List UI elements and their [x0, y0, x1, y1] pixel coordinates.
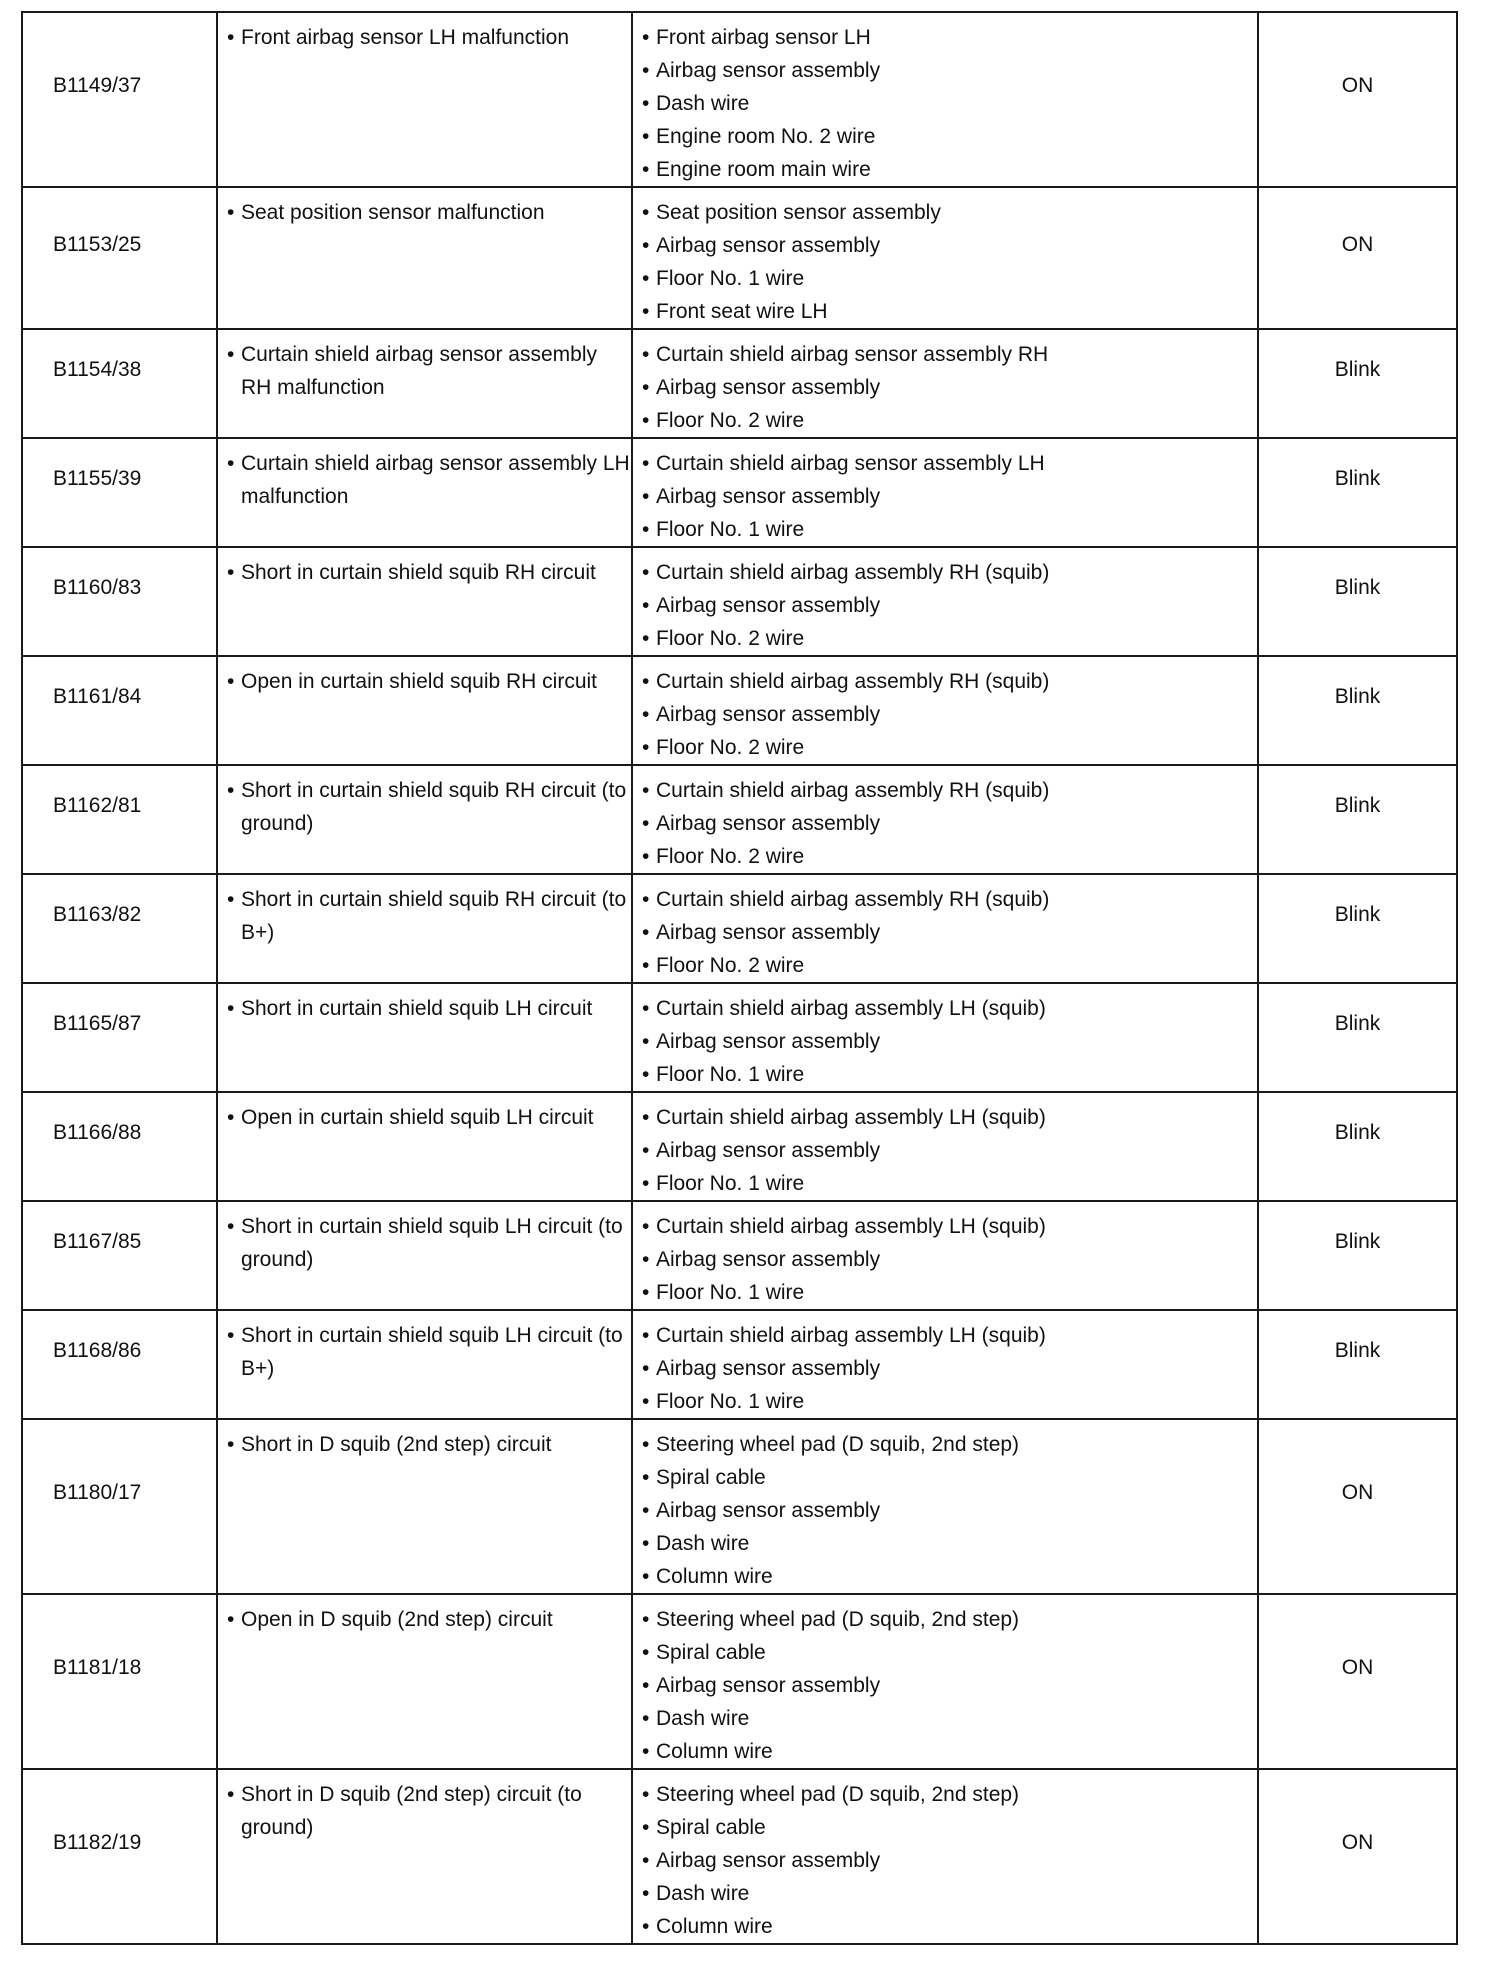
dtc-code-cell	[22, 1769, 217, 1944]
dtc-code: B1155/39	[53, 467, 142, 490]
trouble-area-item: • Spiral cable	[642, 1636, 1257, 1669]
trouble-area-item: • Curtain shield airbag assembly RH (squib)	[642, 774, 1257, 807]
detection-item-cell	[217, 1201, 632, 1310]
detection-item: • Curtain shield airbag sensor assembly RH malfunction	[227, 338, 631, 404]
detection-item-cell	[217, 656, 632, 765]
trouble-area-list	[642, 665, 1257, 764]
detection-item: • Open in D squib (2nd step) circuit	[227, 1603, 631, 1636]
trouble-area-list	[642, 1101, 1257, 1200]
table-row	[22, 1419, 1457, 1594]
dtc-code-cell	[22, 656, 217, 765]
trouble-area-item: • Floor No. 1 wire	[642, 1058, 1257, 1091]
trouble-area-item: • Floor No. 2 wire	[642, 404, 1257, 437]
trouble-area-list	[642, 883, 1257, 982]
trouble-area-item: • Curtain shield airbag assembly RH (squib)	[642, 556, 1257, 589]
table-row	[22, 187, 1457, 329]
warning-light-cell	[1258, 547, 1457, 656]
detection-item: • Short in curtain shield squib LH circuit (to ground)	[227, 1210, 631, 1276]
dtc-code-cell	[22, 1092, 217, 1201]
warning-light-status: Blink	[1334, 1121, 1381, 1144]
trouble-area-item: • Floor No. 2 wire	[642, 622, 1257, 655]
trouble-area-item: • Airbag sensor assembly	[642, 807, 1257, 840]
dtc-code-cell	[22, 329, 217, 438]
dtc-code-cell	[22, 438, 217, 547]
detection-item-cell	[217, 12, 632, 187]
trouble-area-list	[642, 992, 1257, 1091]
dtc-code: B1167/85	[53, 1230, 142, 1253]
dtc-code: B1160/83	[53, 576, 142, 599]
trouble-area-item: • Engine room No. 2 wire	[642, 120, 1257, 153]
dtc-code: B1154/38	[53, 358, 142, 381]
trouble-area-item: • Curtain shield airbag assembly RH (squib)	[642, 665, 1257, 698]
dtc-code: B1162/81	[53, 794, 142, 817]
trouble-area-cell	[632, 329, 1258, 438]
trouble-area-item: • Curtain shield airbag assembly RH (squib)	[642, 883, 1257, 916]
trouble-area-item: • Front airbag sensor LH	[642, 21, 1257, 54]
warning-light-status: ON	[1341, 74, 1374, 97]
trouble-area-list	[642, 196, 1257, 328]
trouble-area-list	[642, 1778, 1257, 1943]
dtc-code-cell	[22, 1419, 217, 1594]
warning-light-cell	[1258, 765, 1457, 874]
trouble-area-item: • Floor No. 1 wire	[642, 513, 1257, 546]
dtc-code: B1163/82	[53, 903, 142, 926]
warning-light-status: Blink	[1334, 576, 1381, 599]
detection-item: • Short in curtain shield squib LH circuit	[227, 992, 631, 1025]
trouble-area-item: • Curtain shield airbag assembly LH (squib)	[642, 1101, 1257, 1134]
detection-item: • Front airbag sensor LH malfunction	[227, 21, 631, 54]
trouble-area-item: • Curtain shield airbag assembly LH (squib)	[642, 1210, 1257, 1243]
dtc-code: B1181/18	[53, 1656, 142, 1679]
detection-item-cell	[217, 1594, 632, 1769]
trouble-area-cell	[632, 765, 1258, 874]
warning-light-cell	[1258, 1310, 1457, 1419]
trouble-area-item: • Curtain shield airbag sensor assembly LH	[642, 447, 1257, 480]
warning-light-cell	[1258, 874, 1457, 983]
warning-light-cell	[1258, 1092, 1457, 1201]
detection-item: • Curtain shield airbag sensor assembly LH malfunction	[227, 447, 631, 513]
detection-item-cell	[217, 187, 632, 329]
dtc-code-cell	[22, 983, 217, 1092]
detection-item-cell	[217, 329, 632, 438]
detection-item-cell	[217, 765, 632, 874]
detection-item-cell	[217, 983, 632, 1092]
dtc-code: B1182/19	[53, 1831, 142, 1854]
trouble-area-item: • Spiral cable	[642, 1461, 1257, 1494]
trouble-area-item: • Front seat wire LH	[642, 295, 1257, 328]
warning-light-cell	[1258, 1201, 1457, 1310]
trouble-area-item: • Seat position sensor assembly	[642, 196, 1257, 229]
trouble-area-list	[642, 21, 1257, 186]
trouble-area-cell	[632, 187, 1258, 329]
warning-light-status: ON	[1341, 1481, 1374, 1504]
trouble-area-item: • Airbag sensor assembly	[642, 698, 1257, 731]
dtc-code-cell	[22, 765, 217, 874]
dtc-table	[21, 11, 1458, 1945]
warning-light-status: ON	[1341, 1831, 1374, 1854]
table-row	[22, 765, 1457, 874]
warning-light-status: Blink	[1334, 358, 1381, 381]
trouble-area-item: • Airbag sensor assembly	[642, 229, 1257, 262]
trouble-area-list	[642, 447, 1257, 546]
warning-light-status: Blink	[1334, 1012, 1381, 1035]
warning-light-cell	[1258, 12, 1457, 187]
dtc-code: B1166/88	[53, 1121, 142, 1144]
dtc-table-body	[22, 12, 1457, 1944]
trouble-area-item: • Airbag sensor assembly	[642, 1243, 1257, 1276]
trouble-area-item: • Dash wire	[642, 1702, 1257, 1735]
trouble-area-list	[642, 774, 1257, 873]
detection-item-cell	[217, 1310, 632, 1419]
trouble-area-cell	[632, 874, 1258, 983]
trouble-area-item: • Floor No. 1 wire	[642, 1276, 1257, 1309]
trouble-area-item: • Airbag sensor assembly	[642, 1494, 1257, 1527]
dtc-code-cell	[22, 547, 217, 656]
trouble-area-cell	[632, 12, 1258, 187]
trouble-area-item: • Airbag sensor assembly	[642, 1844, 1257, 1877]
warning-light-status: ON	[1341, 1656, 1374, 1679]
trouble-area-item: • Floor No. 2 wire	[642, 840, 1257, 873]
table-row	[22, 656, 1457, 765]
trouble-area-item: • Dash wire	[642, 87, 1257, 120]
trouble-area-list	[642, 1319, 1257, 1418]
dtc-code-cell	[22, 1201, 217, 1310]
table-row	[22, 12, 1457, 187]
dtc-code-cell	[22, 12, 217, 187]
trouble-area-item: • Airbag sensor assembly	[642, 916, 1257, 949]
trouble-area-item: • Dash wire	[642, 1877, 1257, 1910]
warning-light-cell	[1258, 983, 1457, 1092]
detection-item: • Short in curtain shield squib RH circuit	[227, 556, 631, 589]
trouble-area-item: • Column wire	[642, 1910, 1257, 1943]
trouble-area-item: • Airbag sensor assembly	[642, 54, 1257, 87]
table-row	[22, 438, 1457, 547]
trouble-area-item: • Dash wire	[642, 1527, 1257, 1560]
trouble-area-item: • Airbag sensor assembly	[642, 1134, 1257, 1167]
table-row	[22, 1769, 1457, 1944]
detection-item: • Open in curtain shield squib LH circuit	[227, 1101, 631, 1134]
trouble-area-cell	[632, 983, 1258, 1092]
detection-item-cell	[217, 1419, 632, 1594]
warning-light-cell	[1258, 438, 1457, 547]
detection-item-cell	[217, 874, 632, 983]
warning-light-cell	[1258, 1594, 1457, 1769]
detection-item: • Short in curtain shield squib RH circuit (to B+)	[227, 883, 631, 949]
warning-light-cell	[1258, 187, 1457, 329]
warning-light-status: Blink	[1334, 903, 1381, 926]
table-row	[22, 1092, 1457, 1201]
detection-item: • Short in D squib (2nd step) circuit	[227, 1428, 631, 1461]
trouble-area-cell	[632, 1419, 1258, 1594]
warning-light-status: Blink	[1334, 794, 1381, 817]
detection-item-cell	[217, 438, 632, 547]
detection-item-cell	[217, 547, 632, 656]
trouble-area-item: • Floor No. 2 wire	[642, 731, 1257, 764]
dtc-code-cell	[22, 1594, 217, 1769]
trouble-area-item: • Airbag sensor assembly	[642, 589, 1257, 622]
warning-light-cell	[1258, 1769, 1457, 1944]
table-row	[22, 329, 1457, 438]
trouble-area-cell	[632, 547, 1258, 656]
warning-light-cell	[1258, 656, 1457, 765]
trouble-area-item: • Steering wheel pad (D squib, 2nd step)	[642, 1603, 1257, 1636]
dtc-code: B1149/37	[53, 74, 142, 97]
trouble-area-list	[642, 556, 1257, 655]
dtc-code: B1180/17	[53, 1481, 142, 1504]
trouble-area-item: • Airbag sensor assembly	[642, 1352, 1257, 1385]
trouble-area-item: • Airbag sensor assembly	[642, 371, 1257, 404]
warning-light-status: Blink	[1334, 1339, 1381, 1362]
dtc-code: B1168/86	[53, 1339, 142, 1362]
trouble-area-cell	[632, 1310, 1258, 1419]
trouble-area-item: • Column wire	[642, 1560, 1257, 1593]
trouble-area-item: • Curtain shield airbag sensor assembly RH	[642, 338, 1257, 371]
dtc-code: B1153/25	[53, 232, 142, 256]
trouble-area-list	[642, 1210, 1257, 1309]
trouble-area-list	[642, 1428, 1257, 1593]
warning-light-status: Blink	[1334, 1230, 1381, 1253]
trouble-area-cell	[632, 1594, 1258, 1769]
trouble-area-item: • Curtain shield airbag assembly LH (squib)	[642, 1319, 1257, 1352]
warning-light-status: ON	[1341, 232, 1374, 256]
trouble-area-cell	[632, 1092, 1258, 1201]
dtc-code-cell	[22, 187, 217, 329]
trouble-area-item: • Floor No. 1 wire	[642, 1167, 1257, 1200]
table-row	[22, 547, 1457, 656]
table-row	[22, 1201, 1457, 1310]
trouble-area-item: • Airbag sensor assembly	[642, 480, 1257, 513]
trouble-area-item: • Airbag sensor assembly	[642, 1025, 1257, 1058]
detection-item-cell	[217, 1092, 632, 1201]
table-row	[22, 983, 1457, 1092]
trouble-area-item: • Floor No. 1 wire	[642, 262, 1257, 295]
detection-item: • Short in D squib (2nd step) circuit (to ground)	[227, 1778, 631, 1844]
trouble-area-list	[642, 338, 1257, 437]
dtc-code: B1161/84	[53, 685, 142, 708]
warning-light-status: Blink	[1334, 685, 1381, 708]
trouble-area-cell	[632, 1769, 1258, 1944]
trouble-area-item: • Engine room main wire	[642, 153, 1257, 186]
dtc-code-cell	[22, 874, 217, 983]
detection-item: • Seat position sensor malfunction	[227, 196, 631, 229]
trouble-area-item: • Steering wheel pad (D squib, 2nd step)	[642, 1428, 1257, 1461]
table-row	[22, 1310, 1457, 1419]
warning-light-cell	[1258, 329, 1457, 438]
table-row	[22, 874, 1457, 983]
trouble-area-item: • Spiral cable	[642, 1811, 1257, 1844]
dtc-code: B1165/87	[53, 1012, 142, 1035]
trouble-area-cell	[632, 656, 1258, 765]
trouble-area-cell	[632, 1201, 1258, 1310]
trouble-area-item: • Floor No. 2 wire	[642, 949, 1257, 982]
warning-light-cell	[1258, 1419, 1457, 1594]
detection-item-cell	[217, 1769, 632, 1944]
table-row	[22, 1594, 1457, 1769]
trouble-area-item: • Floor No. 1 wire	[642, 1385, 1257, 1418]
trouble-area-item: • Steering wheel pad (D squib, 2nd step)	[642, 1778, 1257, 1811]
detection-item: • Short in curtain shield squib RH circuit (to ground)	[227, 774, 631, 840]
detection-item: • Open in curtain shield squib RH circuit	[227, 665, 631, 698]
dtc-code-cell	[22, 1310, 217, 1419]
trouble-area-item: • Column wire	[642, 1735, 1257, 1768]
trouble-area-cell	[632, 438, 1258, 547]
trouble-area-item: • Curtain shield airbag assembly LH (squib)	[642, 992, 1257, 1025]
warning-light-status: Blink	[1334, 467, 1381, 490]
trouble-area-item: • Airbag sensor assembly	[642, 1669, 1257, 1702]
detection-item: • Short in curtain shield squib LH circuit (to B+)	[227, 1319, 631, 1385]
trouble-area-list	[642, 1603, 1257, 1768]
